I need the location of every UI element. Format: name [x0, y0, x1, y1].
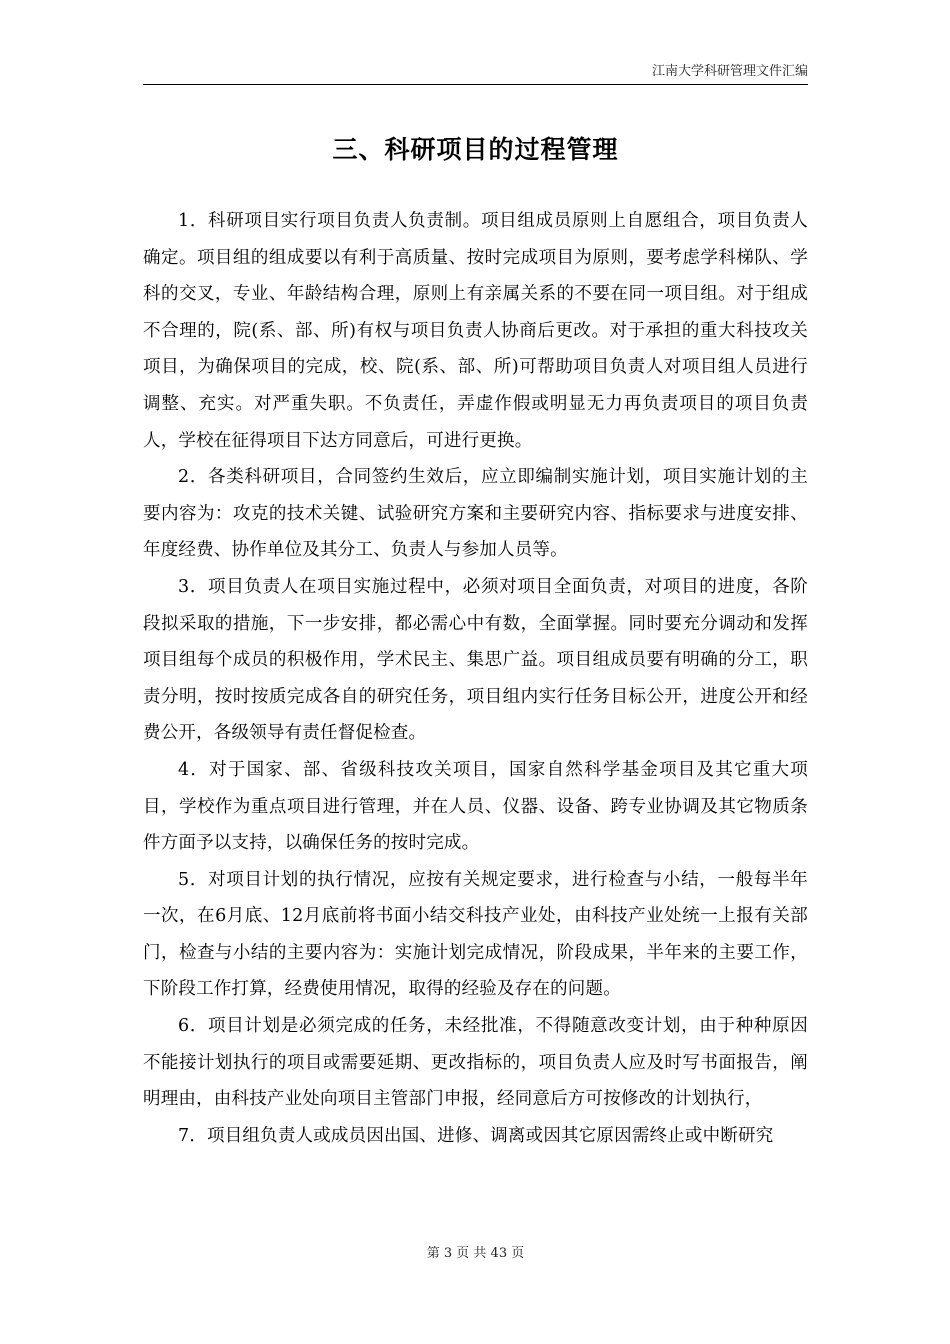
paragraph-7: 7．项目组负责人或成员因出国、进修、调离或因其它原因需终止或中断研究: [178, 1125, 774, 1146]
document-body: [143, 203, 808, 1154]
paragraph-4: 4．对于国家、部、省级科技攻关项目，国家自然科学基金项目及其它重大项目，学校作为重点项目进行管理，并在人员、仪器、设备、跨专业协调及其它物质条件方面予以支持，以确保任务的按时完成。: [143, 759, 808, 854]
running-header: 江南大学科研管理文件汇编: [143, 60, 808, 85]
paragraph-5: 5．对项目计划的执行情况，应按有关规定要求，进行检查与小结，一般每半年一次，在6月底、12月底前将书面小结交科技产业处，由科技产业处统一上报有关部门，检查与小结的主要内容为：实施计划完成情况，阶段成果，半年来的主要工作，下阶段工作打算，经费使用情况，取得的经验及存在的问题。: [143, 869, 808, 1000]
page-number-footer: 第 3 页 共 43 页: [426, 1246, 525, 1261]
paragraph-6: 6．项目计划是必须完成的任务，未经批准，不得随意改变计划，由于种种原因不能接计划执行的项目或需要延期、更改指标的，项目负责人应及时写书面报告，阐明理由，由科技产业处向项目主管部门申报，经同意后方可按修改的计划执行，: [143, 1016, 808, 1110]
paragraph-1: 1．科研项目实行项目负责人负责制。项目组成员原则上自愿组合，项目负责人确定。项目组的组成要以有利于高质量、按时完成项目为原则，要考虑学科梯队、学科的交叉，专业、年龄结构合理，原则上有亲属关系的不要在同一项目组。对于组成不合理的，院(系、部、所)有权与项目负责人协商后更改。对于承担的重大科技攻关项目，为确保项目的完成，校、院(系、部、所)可帮助项目负责人对项目组人员进行调整、充实。对严重失职。不负责任，弄虚作假或明显无力再负责项目的项目负责人，学校在征得项目下达方同意后，可进行更换。: [143, 211, 808, 451]
section-title: 三、科研项目的过程管理: [332, 135, 619, 164]
paragraph-3: 3．项目负责人在项目实施过程中，必须对项目全面负责，对项目的进度，各阶段拟采取的措施，下一步安排，都必需心中有数，全面掌握。同时要充分调动和发挥项目组每个成员的积极作用，学术民主、集思广益。项目组成员要有明确的分工，职责分明，按时按质完成各自的研究任务，项目组内实行任务目标公开，进度公开和经费公开，各级领导有责任督促检查。: [143, 576, 808, 744]
paragraph-2: 2．各类科研项目，合同签约生效后，应立即编制实施计划，项目实施计划的主要内容为：攻克的技术关键、试验研究方案和主要研究内容、指标要求与进度安排、年度经费、协作单位及其分工、负责人与参加人员等。: [143, 467, 808, 561]
